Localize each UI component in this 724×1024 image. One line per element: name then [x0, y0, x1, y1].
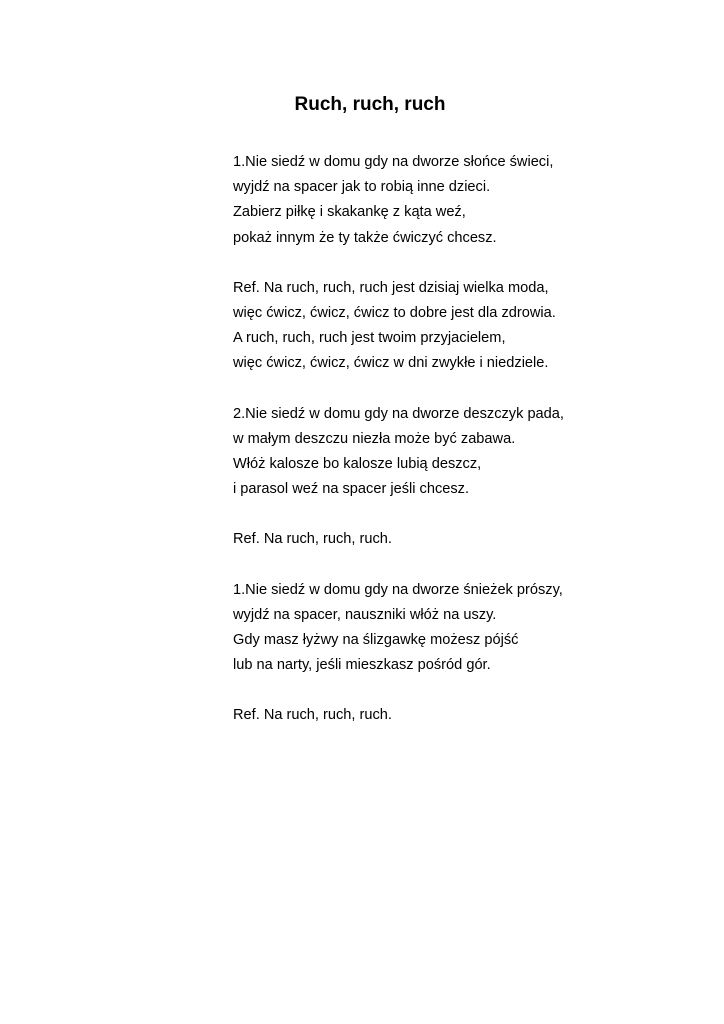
refrain-line: więc ćwicz, ćwicz, ćwicz w dni zwykłe i niedziele. — [233, 355, 549, 372]
verse-line: lub na narty, jeśli mieszkasz pośród gór. — [233, 657, 491, 674]
refrain-line: więc ćwicz, ćwicz, ćwicz to dobre jest dla zdrowia. — [233, 305, 556, 322]
verse-line: Gdy masz łyżwy na ślizgawkę możesz pójść — [233, 632, 519, 649]
stanza-verse-2 — [233, 402, 703, 503]
song-title: Ruch, ruch, ruch — [294, 94, 446, 115]
verse-line: w małym deszczu niezła może być zabawa. — [233, 430, 516, 447]
verse-line: wyjdź na spacer, nauszniki włóż na uszy. — [233, 606, 497, 623]
stanza-refrain-short-2 — [233, 703, 703, 728]
verse-line: 2.Nie siedź w domu gdy na dworze deszczyk pada, — [233, 405, 564, 422]
verse-line: Włóż kalosze bo kalosze lubią deszcz, — [233, 456, 482, 473]
stanza-refrain-short-1 — [233, 527, 703, 552]
verse-line: 1.Nie siedź w domu gdy na dworze śnieżek prószy, — [233, 581, 563, 598]
stanza-verse-1 — [233, 150, 703, 251]
refrain-line: A ruch, ruch, ruch jest twoim przyjacielem, — [233, 330, 506, 347]
song-body — [233, 150, 703, 754]
verse-line: pokaż innym że ty także ćwiczyć chcesz. — [233, 229, 497, 246]
verse-line: 1.Nie siedź w domu gdy na dworze słońce świeci, — [233, 154, 554, 170]
verse-line: Zabierz piłkę i skakankę z kąta weź, — [233, 204, 466, 221]
stanza-verse-3 — [233, 578, 703, 679]
verse-line: i parasol weź na spacer jeśli chcesz. — [233, 481, 470, 498]
verse-line: wyjdź na spacer jak to robią inne dzieci. — [233, 179, 491, 196]
refrain-line: Ref. Na ruch, ruch, ruch jest dzisiaj wielka moda, — [233, 279, 549, 296]
refrain-line: Ref. Na ruch, ruch, ruch. — [233, 707, 392, 724]
stanza-refrain — [233, 276, 703, 377]
refrain-line: Ref. Na ruch, ruch, ruch. — [233, 531, 392, 548]
